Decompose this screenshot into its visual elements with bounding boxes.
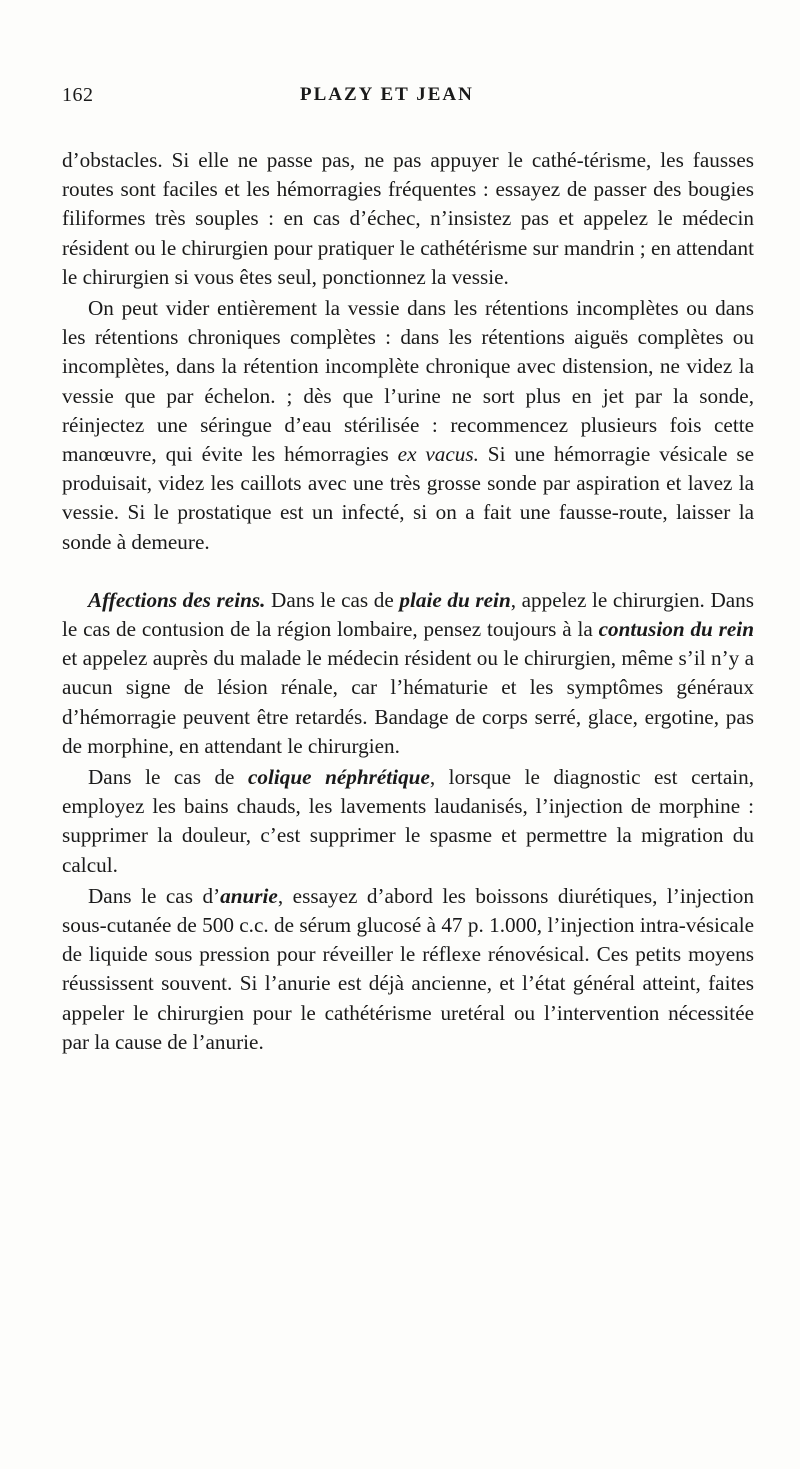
paragraph-vessie: [62, 294, 754, 557]
paragraph-text: Dans le cas d’: [88, 883, 221, 908]
running-title: PLAZY ET JEAN: [300, 84, 474, 105]
body-text: [62, 146, 754, 1057]
paragraph-text: , appelez le chirurgien. Dans le cas de contusion de la région lombaire, pensez toujours à la: [62, 587, 755, 642]
term-contusion-du-rein: contusion du rein: [598, 617, 754, 642]
paragraph-catheterism: [62, 146, 754, 292]
page-number: 162: [62, 84, 94, 106]
paragraph-text: , essayez d’abord les boissons diurétiques, l’injection sous-cutanée de 500 c.c. de sérum glucosé à 47 p. 1.000, l’injection intra-vésicale de liquide sous pression pour réveiller le réflexe rénovésical. Ces petits moyens réussissent souvent. Si l’anurie est déjà ancienne, et l’état général atteint, faites appeler le chirurgien pour le cathétérisme uretéral ou l’intervention nécessitée par la cause de l’anurie.: [62, 883, 754, 1054]
paragraph-text: , lorsque le diagnostic est certain, employez les bains chauds, les lavements laudanisés, l’injection de morphine : supprimer la douleur, c’est supprimer le spasme et permettre la migration du calcul.: [62, 765, 755, 877]
paragraph-anurie: [62, 882, 754, 1057]
term-colique-nephretique: colique néphrétique: [248, 765, 430, 790]
paragraph-text: Si une hémorragie vésicale se produisait, videz les caillots avec une très grosse sonde par aspiration et lavez la vessie. Si le prostatique est un infecté, si on a fait une fausse-route, laisser la sonde à demeure.: [62, 442, 754, 554]
paragraph-text: Dans le cas de: [88, 765, 248, 790]
paragraph-text: d’obstacles. Si elle ne passe pas, ne pas appuyer le cathé-térisme, les fausses routes sont faciles et les hémorragies fréquentes : essayez de passer des bougies filiformes très souples : en cas d’échec, n’insistez pas et appelez le médecin résident ou le chirurgien pour pratiquer le cathétérisme sur mandrin ; en attendant le chirurgien si vous êtes seul, ponctionnez la vessie.: [62, 148, 754, 289]
paragraph-colique: [62, 763, 754, 880]
paragraph-reins: [62, 586, 754, 761]
paragraph-text: On peut vider entièrement la vessie dans les rétentions incomplètes ou dans les rétentions chroniques complètes : dans les rétentions aiguës complètes ou incomplètes, dans la rétention incomplète chronique avec distension, ne videz la vessie que par échelon. ; dès que l’urine ne sort plus en jet par la sonde, réinjectez une séringue d’eau stérilisée : recommencez plusieurs fois cette manœuvre, qui évite les hémorragies: [62, 296, 754, 467]
term-plaie-du-rein: plaie du rein: [399, 587, 511, 612]
paragraph-text: et appelez auprès du malade le médecin résident ou le chirurgien, même s’il n’y a aucun signe de lésion rénale, car l’hématurie et les symptômes généraux d’hémorragie peuvent être retardés. Bandage de corps serré, glace, ergotine, pas de morphine, en attendant le chirurgien.: [62, 646, 754, 758]
term-anurie: anurie: [220, 883, 278, 908]
page-header: [62, 84, 762, 114]
paragraph-text: Dans le cas de: [265, 587, 400, 612]
latin-phrase: ex vacus.: [397, 442, 479, 467]
section-heading: Affections des reins.: [88, 587, 266, 612]
